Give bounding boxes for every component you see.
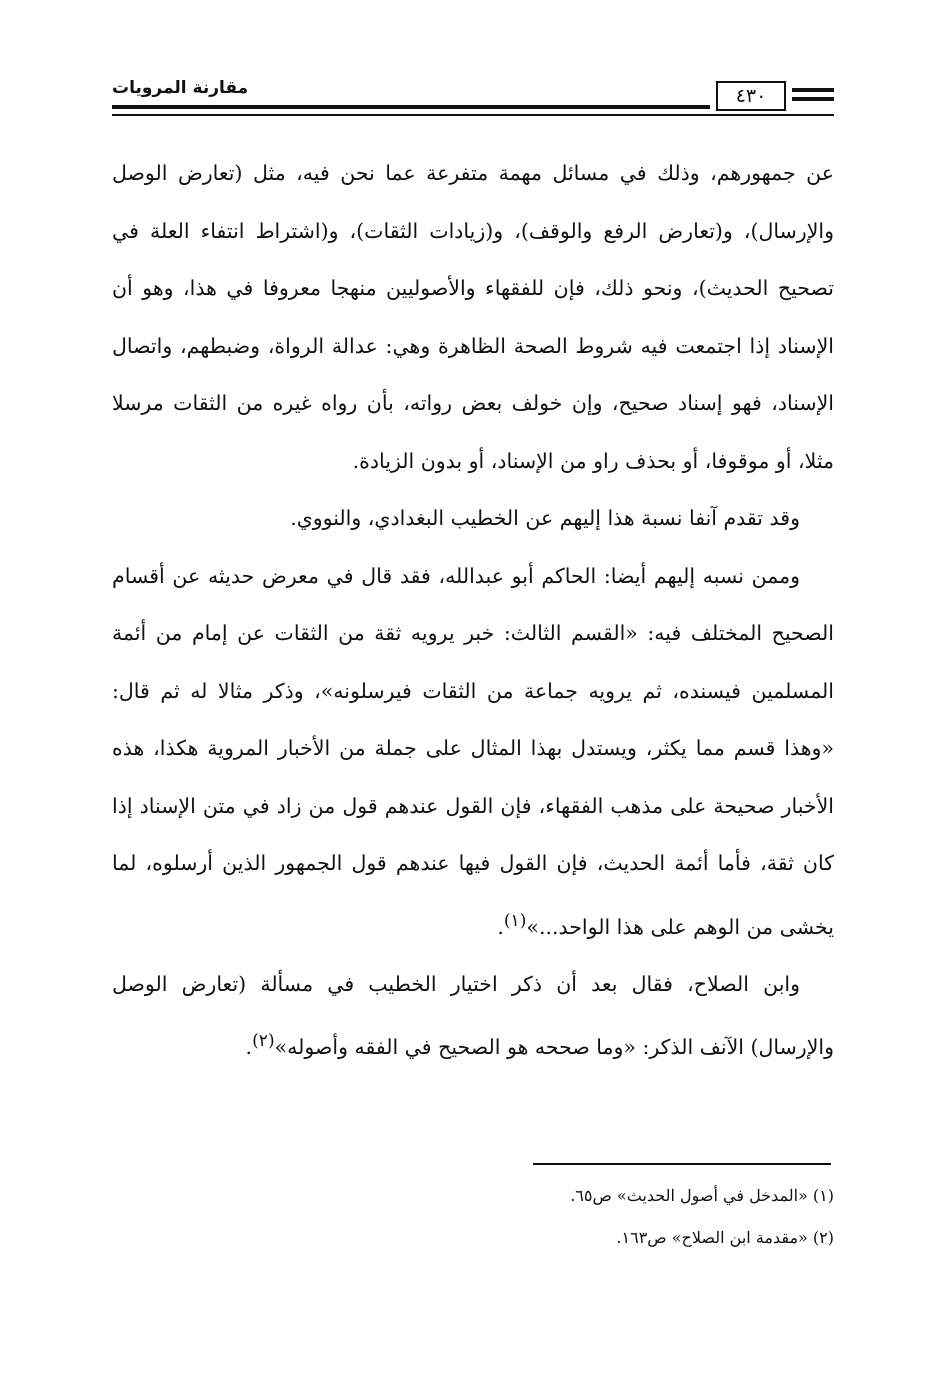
text-line: عدالة الرواة، وضبطهم، واتصال الإسناد، فهو إسناد صحيح، وإن خولف [112,333,834,415]
header-rule-thin [112,114,834,116]
running-title: مقارنة المرويات [112,78,249,98]
paragraph-3-text: وممن نسبه إليهم أيضا: الحاكم أبو عبدالله، فقد قال في معرض حديثه عن أقسام الصحيح المختلف فيه: «القسم الثالث: خبر يرويه ثقة من الثقات عن إمام من أئمة المسلمين فيسنده، ثم يرويه جماعة من الثقات فيرسلونه»، وذكر مثالا له ثم قال: «وهذا قسم مما يكثر، ويستدل بهذا المثال على جملة من الأخبار المروية هكذا، هذه الأخبار صحيحة على مذهب الفقهاء، فإن القول عندهم قول من زاد في متن الإسناد إذا كان ثقة، فأما أئمة الحديث، فإن القول فيها عندهم قول الجمهور الذين أرسلوه، لما يخشى من الوهم على هذا الواحد...» [112,563,834,939]
text-line: معروفا في هذا، وهو أن الإسناد إذا اجتمعت فيه شروط الصحة الظاهرة وهي: [112,276,834,358]
header-rule-short-bottom [792,97,834,101]
paragraph-4: وابن الصلاح، فقال بعد أن ذكر اختيار الخطيب في مسألة (تعارض الوصل والإرسال) الآنف الذكر: «وما صححه هو الصحيح في الفقه وأصوله»$^{(٢)}$. [112,971,834,1060]
paragraph-4-text: وابن الصلاح، فقال بعد أن ذكر اختيار الخطيب في مسألة (تعارض الوصل والإرسال) الآنف الذكر: «وما صححه هو الصحيح في الفقه وأصوله» [112,971,834,1060]
paragraph-2: وقد تقدم آنفا نسبة هذا إليهم عن الخطيب البغدادي، والنووي. [290,506,800,530]
paragraph-3: وممن نسبه إليهم أيضا: الحاكم أبو عبدالله، فقد قال في معرض حديثه عن أقسام الصحيح المختلف فيه: «القسم الثالث: خبر يرويه ثقة من الثقات عن إمام من أئمة المسلمين فيسنده، ثم يرويه جماعة من الثقات فيرسلونه»، وذكر مثالا له ثم قال: «وهذا قسم مما يكثر، ويستدل بهذا المثال على جملة من الأخبار المروية هكذا، هذه الأخبار صحيحة على مذهب الفقهاء، فإن القول عندهم قول من زاد في متن الإسناد إذا كان ثقة، فأما أئمة الحديث، فإن القول فيها عندهم قول الجمهور الذين أرسلوه، لما يخشى من الوهم على هذا الواحد...»$^{(١)}$. [112,563,834,939]
footnote-1: (١) «المدخل في أصول الحديث» ص٦٥. [570,1186,834,1205]
footnotes [112,1175,834,1259]
header-rule-short-top [792,88,834,92]
text-line: عن جمهورهم، وذلك في مسائل مهمة متفرعة عما نحن فيه، مثل (تعارض [177,161,834,185]
text-line: انتفاء العلة في تصحيح الحديث)، ونحو ذلك، فإن للفقهاء والأصوليين منهجا [112,218,834,300]
page-header [112,78,834,122]
footnote-ref-1: (١) [503,910,527,931]
footnote-ref-2: (٢) [252,1031,275,1052]
footnote-2: (٢) «مقدمة ابن الصلاح» ص١٦٣. [616,1228,834,1247]
paragraph-1 [112,145,834,490]
text-line: بعض رواته، بأن رواه غيره من الثقات مرسلا مثلا، أو موقوفا، أو بحذف راو [112,391,834,473]
header-rule-thick [112,105,710,109]
footnote-separator [533,1163,831,1165]
text-line: من الإسناد، أو بدون الزيادة. [352,448,587,473]
page-number: ٤٣٠ [716,81,786,111]
text-line: الوصل والإرسال)، و(تعارض الرفع والوقف)، و(زيادات الثقات)، و(اشتراط [112,161,834,243]
main-text [112,145,834,1077]
